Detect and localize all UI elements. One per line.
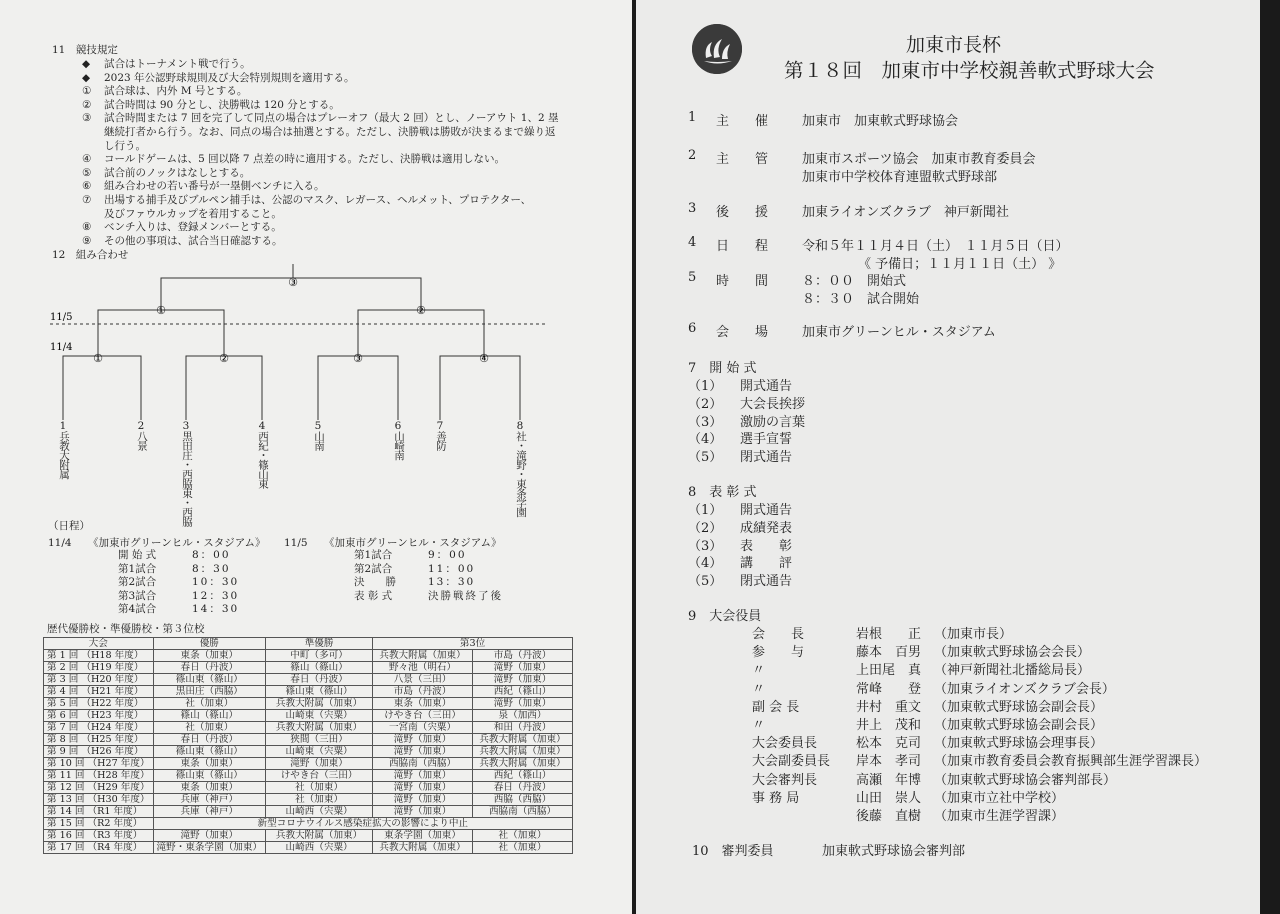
game-number-mark: ② bbox=[416, 304, 426, 317]
rule-mark: ⑥ bbox=[82, 180, 92, 193]
rule-text: ベンチ入りは、登録メンバーとする。 bbox=[104, 221, 282, 234]
rule-mark: ① bbox=[82, 85, 92, 98]
history-winner: 東条（加東） bbox=[153, 758, 266, 770]
rule-text: し行う。 bbox=[104, 139, 146, 152]
history-year: 第 4 回 （H21 年度） bbox=[44, 686, 154, 698]
team-number: 1 bbox=[57, 420, 69, 431]
team-entry bbox=[392, 420, 407, 460]
section-title: 9 大会役員 bbox=[688, 609, 762, 624]
schedule-venue: 《加東市グリーンヒル・スタジアム》 bbox=[88, 537, 266, 549]
history-runnerup: 山崎東（宍粟） bbox=[266, 746, 373, 758]
list-text: 成績発表 bbox=[740, 520, 793, 536]
team-entry bbox=[434, 420, 449, 450]
rule-mark: ⑦ bbox=[82, 194, 92, 206]
item-value: 加東市スポーツ協会 加東市教育委員会 bbox=[802, 152, 1036, 167]
list-text: 選手宣誓 bbox=[740, 432, 793, 448]
section-12-title: 12 組み合わせ bbox=[52, 249, 129, 261]
history-third: 滝野（加東） bbox=[373, 782, 473, 794]
list-text: 開式通告 bbox=[740, 503, 793, 518]
official-name: 高瀬 年博 bbox=[856, 772, 922, 788]
history-runnerup: 春日（丹波） bbox=[266, 674, 373, 686]
history-row bbox=[44, 710, 573, 722]
official-role: 大会委員長 bbox=[752, 736, 818, 752]
history-winner: 東条（加東） bbox=[153, 650, 266, 662]
history-header: 準優勝 bbox=[266, 638, 373, 650]
history-row bbox=[44, 662, 573, 674]
rule-mark: ⑧ bbox=[82, 221, 92, 234]
history-row bbox=[44, 650, 573, 662]
history-runnerup: 篠山（篠山） bbox=[266, 662, 373, 674]
schedule-time: 11：00 bbox=[428, 562, 476, 575]
history-third: 東条学園（加東） bbox=[373, 830, 473, 842]
list-number: （3） bbox=[688, 538, 723, 554]
history-third: 野々池（明石） bbox=[373, 662, 473, 674]
title-cup: 加東市長杯 bbox=[906, 34, 1002, 56]
item-value: 令和５年１１月４日（土） １１月５日（日） bbox=[802, 239, 1069, 254]
official-name: 山田 崇人 bbox=[856, 790, 922, 806]
bracket-line bbox=[440, 356, 520, 420]
section-11-title: 11 競技規定 bbox=[52, 44, 118, 56]
history-third: 西脇（西脇） bbox=[473, 794, 573, 806]
history-third: 兵教大附属（加東） bbox=[473, 746, 573, 758]
history-third: 市島（丹波） bbox=[473, 650, 573, 662]
history-row bbox=[44, 842, 573, 854]
list-text: 講 評 bbox=[740, 556, 793, 572]
history-runnerup: 中町（多可） bbox=[266, 650, 373, 662]
official-org: （神戸新聞社北播総局長） bbox=[934, 663, 1091, 679]
history-third: 一宮南（宍粟） bbox=[373, 722, 473, 734]
item-label: 会 場 bbox=[716, 325, 769, 340]
team-number: 7 bbox=[434, 420, 446, 431]
team-number: 2 bbox=[135, 420, 147, 431]
item-value: 加東ライオンズクラブ 神戸新聞社 bbox=[802, 205, 1009, 220]
official-role: 副 会 長 bbox=[752, 699, 800, 715]
item-number: 4 bbox=[688, 235, 697, 250]
official-org: （加東軟式野球協会理事長） bbox=[934, 736, 1104, 752]
schedule-time: 9：00 bbox=[428, 549, 467, 561]
history-row bbox=[44, 734, 573, 746]
history-third: 市島（丹波） bbox=[373, 686, 473, 698]
team-name: 黒田庄・西脇東・西脇 bbox=[181, 431, 193, 526]
official-name: 後藤 直樹 bbox=[856, 809, 922, 824]
history-year: 第 9 回 （H26 年度） bbox=[44, 746, 154, 758]
tournament-bracket bbox=[0, 260, 632, 440]
team-number: 5 bbox=[312, 420, 324, 431]
rule-text: 試合時間または 7 回を完了して同点の場合はプレーオフ（最大 2 回）とし、ノーアウト 1、2 塁 bbox=[104, 112, 559, 125]
official-role: 参 与 bbox=[752, 645, 805, 661]
schedule-event: 決 勝 bbox=[354, 576, 396, 589]
team-entry bbox=[312, 420, 327, 450]
schedule-time: 8：30 bbox=[192, 562, 231, 575]
rule-mark: ② bbox=[82, 98, 92, 111]
schedule-label: （日程） bbox=[48, 520, 90, 532]
history-winner: 篠山東（篠山） bbox=[153, 674, 266, 686]
item-number: 3 bbox=[688, 201, 697, 216]
official-org: （加東市立社中学校） bbox=[934, 790, 1065, 806]
rule-mark: ⑤ bbox=[82, 166, 92, 179]
history-third: 和田（丹波） bbox=[473, 722, 573, 734]
rule-text: 継続打者から行う。なお、同点の場合は抽選とする。ただし、決勝戦は勝敗が決まるまで繰り返 bbox=[104, 126, 556, 138]
section-title: 7 開 始 式 bbox=[688, 361, 757, 376]
official-org: （加東市教育委員会教育振興部生涯学習課長） bbox=[934, 754, 1208, 770]
list-number: （5） bbox=[688, 574, 723, 590]
history-caption: 歴代優勝校・準優勝校・第３位校 bbox=[47, 623, 205, 635]
history-row bbox=[44, 674, 573, 686]
history-year: 第 16 回 （R3 年度） bbox=[44, 830, 154, 842]
item-value: ８：００ 開始式 bbox=[802, 274, 907, 289]
list-text: 閉式通告 bbox=[740, 450, 793, 466]
history-runnerup: 山崎西（宍粟） bbox=[266, 806, 373, 818]
schedule-date: 11/4 bbox=[48, 537, 72, 549]
history-row bbox=[44, 770, 573, 782]
emblem-icon bbox=[692, 24, 742, 74]
history-row bbox=[44, 806, 573, 818]
team-name: 山崎南 bbox=[393, 431, 405, 460]
official-org: （加東軟式野球協会会長） bbox=[934, 645, 1091, 661]
history-year: 第 17 回 （R4 年度） bbox=[44, 842, 154, 854]
item-label: 後 援 bbox=[716, 205, 769, 220]
list-text: 開式通告 bbox=[740, 379, 793, 394]
history-year: 第 13 回 （H30 年度） bbox=[44, 794, 154, 806]
official-name: 上田尾 真 bbox=[856, 663, 922, 679]
official-org: （加東軟式野球協会審判部長） bbox=[934, 772, 1117, 788]
history-runnerup: 狭間（三田） bbox=[266, 734, 373, 746]
history-third: 滝野（加東） bbox=[473, 698, 573, 710]
history-table bbox=[43, 637, 573, 854]
history-runnerup: 兵教大附属（加東） bbox=[266, 722, 373, 734]
date-label-nov4: 11/4 bbox=[50, 342, 73, 353]
schedule-event: 開 始 式 bbox=[118, 549, 157, 561]
rule-mark: ④ bbox=[82, 153, 92, 166]
title-tournament: 第１８回 加東市中学校親善軟式野球大会 bbox=[784, 59, 1155, 82]
history-runnerup: 兵教大附属（加東） bbox=[266, 830, 373, 842]
rule-text: 2023 年公認野球規則及び大会特別規則を適用する。 bbox=[104, 71, 355, 84]
item-value: 加東市グリーンヒル・スタジアム bbox=[802, 325, 996, 340]
history-runnerup: 滝野（加東） bbox=[266, 758, 373, 770]
history-third: 八景（三田） bbox=[373, 674, 473, 686]
history-third: 泉（加西） bbox=[473, 710, 573, 722]
rule-mark: ③ bbox=[82, 112, 92, 125]
history-third: 滝野（加東） bbox=[473, 674, 573, 686]
rule-mark: ◆ bbox=[82, 71, 91, 84]
list-number: （2） bbox=[688, 396, 723, 412]
history-third: 西脇南（西脇） bbox=[373, 758, 473, 770]
official-org: （加東軟式野球協会副会長） bbox=[934, 718, 1104, 733]
game-number-mark: ③ bbox=[353, 352, 363, 365]
history-third: けやき台（三田） bbox=[373, 710, 473, 722]
history-third: 社（加東） bbox=[473, 842, 573, 854]
list-number: （4） bbox=[688, 556, 723, 572]
team-name: 兵教大附属 bbox=[58, 431, 70, 479]
history-winner: 春日（丹波） bbox=[153, 734, 266, 746]
history-row bbox=[44, 722, 573, 734]
history-winner: 春日（丹波） bbox=[153, 662, 266, 674]
bracket-line bbox=[318, 356, 398, 420]
schedule-time: 14：30 bbox=[192, 603, 240, 616]
game-number-mark: ① bbox=[156, 304, 166, 317]
history-row bbox=[44, 686, 573, 698]
history-year: 第 8 回 （H25 年度） bbox=[44, 734, 154, 746]
schedule-time: 13：30 bbox=[428, 576, 476, 589]
history-runnerup: 社（加東） bbox=[266, 794, 373, 806]
game-number-mark: ② bbox=[219, 352, 229, 365]
team-name: 社・滝野・東条学園 bbox=[515, 431, 527, 517]
history-cancelled: 新型コロナウイルス感染症拡大の影響により中止 bbox=[153, 818, 572, 830]
rule-text: 試合はトーナメント戦で行う。 bbox=[104, 58, 251, 70]
history-third: 兵教大附属（加東） bbox=[473, 758, 573, 770]
official-role: 〃 bbox=[752, 663, 766, 679]
history-year: 第 14 回 （R1 年度） bbox=[44, 806, 154, 818]
item-number: 1 bbox=[688, 110, 697, 125]
official-role: 事 務 局 bbox=[752, 790, 800, 806]
list-number: （5） bbox=[688, 450, 723, 466]
rule-text: 試合時間は 90 分とし、決勝戦は 120 分とする。 bbox=[104, 98, 340, 111]
schedule-time: 8：00 bbox=[192, 549, 231, 561]
history-third: 兵教大附属（加東） bbox=[373, 842, 473, 854]
team-name: 八景 bbox=[136, 431, 148, 450]
team-entry bbox=[514, 420, 529, 517]
schedule-event: 第2試合 bbox=[354, 562, 393, 575]
history-winner: 篠山（篠山） bbox=[153, 710, 266, 722]
team-entry bbox=[256, 420, 271, 488]
schedule-event: 表 彰 式 bbox=[354, 589, 393, 602]
history-row bbox=[44, 830, 573, 842]
rule-text: 試合前のノックはなしとする。 bbox=[104, 166, 251, 179]
item-label: 主 管 bbox=[716, 152, 769, 167]
history-year: 第 15 回 （R2 年度） bbox=[44, 818, 154, 830]
history-winner: 東条（加東） bbox=[153, 782, 266, 794]
history-third: 西紀（篠山） bbox=[473, 686, 573, 698]
item-value: ８：３０ 試合開始 bbox=[802, 292, 920, 307]
history-third: 東条（加東） bbox=[373, 698, 473, 710]
official-org: （加東軟式野球協会副会長） bbox=[934, 699, 1104, 715]
schedule-time: 12：30 bbox=[192, 589, 240, 602]
official-name: 井村 重文 bbox=[856, 699, 922, 715]
section-10-title: 10 審判委員 bbox=[692, 844, 774, 859]
bracket-line bbox=[63, 356, 141, 420]
team-number: 3 bbox=[180, 420, 192, 431]
history-winner: 社（加東） bbox=[153, 722, 266, 734]
history-row bbox=[44, 782, 573, 794]
official-name: 井上 茂和 bbox=[856, 718, 922, 733]
item-value: 《 予備日；１１月１１日（土） 》 bbox=[858, 257, 1062, 272]
list-text: 表 彰 bbox=[740, 538, 793, 554]
date-label-nov5: 11/5 bbox=[50, 312, 73, 323]
team-number: 4 bbox=[256, 420, 268, 431]
official-role: 〃 bbox=[752, 718, 766, 733]
team-number: 6 bbox=[392, 420, 404, 431]
history-winner: 黒田庄（西脇） bbox=[153, 686, 266, 698]
rule-mark: ⑨ bbox=[82, 234, 92, 247]
official-org: （加東ライオンズクラブ会長） bbox=[934, 681, 1115, 697]
history-third: 西紀（篠山） bbox=[473, 770, 573, 782]
schedule-date: 11/5 bbox=[284, 537, 308, 549]
rule-text: その他の事項は、試合当日確認する。 bbox=[104, 234, 283, 247]
schedule-time: 決勝戦終了後 bbox=[428, 589, 503, 602]
official-name: 藤本 百男 bbox=[856, 645, 922, 661]
item-value: 加東市 加東軟式野球協会 bbox=[802, 114, 959, 129]
history-year: 第 11 回 （H28 年度） bbox=[44, 770, 154, 782]
history-third: 滝野（加東） bbox=[373, 806, 473, 818]
list-number: （4） bbox=[688, 432, 723, 448]
official-org: （加東市長） bbox=[934, 627, 1013, 642]
rule-text: 出場する捕手及びブルペン捕手は、公認のマスク、レガース、ヘルメット、プロテクター、 bbox=[104, 194, 532, 206]
history-runnerup: 社（加東） bbox=[266, 782, 373, 794]
item-number: 2 bbox=[688, 148, 697, 163]
schedule-time: 10：30 bbox=[192, 576, 240, 589]
history-winner: 社（加東） bbox=[153, 698, 266, 710]
list-number: （3） bbox=[688, 414, 723, 430]
official-name: 岩根 正 bbox=[856, 627, 922, 642]
schedule-event: 第1試合 bbox=[118, 562, 157, 575]
history-third: 兵教大附属（加東） bbox=[373, 650, 473, 662]
official-role: 大会審判長 bbox=[752, 772, 818, 788]
team-entry bbox=[180, 420, 195, 526]
right-page bbox=[636, 0, 1260, 914]
history-year: 第 12 回 （H29 年度） bbox=[44, 782, 154, 794]
left-page bbox=[0, 0, 632, 914]
game-number-mark: ④ bbox=[479, 352, 489, 365]
official-role: 〃 bbox=[752, 681, 766, 697]
schedule-event: 第1試合 bbox=[354, 549, 393, 561]
history-winner: 篠山東（篠山） bbox=[153, 746, 266, 758]
history-year: 第 2 回 （H19 年度） bbox=[44, 662, 154, 674]
history-row bbox=[44, 758, 573, 770]
item-label: 主 催 bbox=[716, 114, 769, 129]
item-number: 6 bbox=[688, 321, 697, 336]
history-year: 第 3 回 （H20 年度） bbox=[44, 674, 154, 686]
history-runnerup: 篠山東（篠山） bbox=[266, 686, 373, 698]
item-value: 加東市中学校体育連盟軟式野球部 bbox=[802, 170, 998, 185]
list-number: （1） bbox=[688, 379, 723, 394]
schedule-event: 第4試合 bbox=[118, 603, 157, 616]
history-year: 第 1 回 （H18 年度） bbox=[44, 650, 154, 662]
history-third: 社（加東） bbox=[473, 830, 573, 842]
list-text: 激励の言葉 bbox=[740, 414, 806, 430]
list-number: （1） bbox=[688, 503, 723, 518]
official-role: 会 長 bbox=[752, 627, 805, 642]
official-name: 松本 克司 bbox=[856, 736, 922, 752]
history-winner: 滝野（加東） bbox=[153, 830, 266, 842]
list-text: 大会長挨拶 bbox=[740, 396, 806, 412]
rule-text: 試合球は、内外 M 号とする。 bbox=[104, 85, 248, 98]
history-runnerup: 山崎西（宍粟） bbox=[266, 842, 373, 854]
history-header: 優勝 bbox=[153, 638, 266, 650]
history-third: 滝野（加東） bbox=[373, 770, 473, 782]
history-runnerup: けやき台（三田） bbox=[266, 770, 373, 782]
history-year: 第 5 回 （H22 年度） bbox=[44, 698, 154, 710]
game-number-mark: ① bbox=[93, 352, 103, 365]
item-label: 日 程 bbox=[716, 239, 769, 254]
team-entry bbox=[135, 420, 150, 450]
history-third: 兵教大附属（加東） bbox=[473, 734, 573, 746]
schedule-event: 第2試合 bbox=[118, 576, 157, 589]
list-text: 閉式通告 bbox=[740, 574, 793, 590]
history-year: 第 7 回 （H24 年度） bbox=[44, 722, 154, 734]
history-third: 滝野（加東） bbox=[373, 746, 473, 758]
item-number: 5 bbox=[688, 270, 697, 285]
schedule-venue: 《加東市グリーンヒル・スタジアム》 bbox=[324, 537, 502, 549]
history-year: 第 10 回 （H27 年度） bbox=[44, 758, 154, 770]
bracket-line bbox=[186, 356, 262, 420]
history-runnerup: 兵教大附属（加東） bbox=[266, 698, 373, 710]
history-winner: 篠山東（篠山） bbox=[153, 770, 266, 782]
history-third: 春日（丹波） bbox=[473, 782, 573, 794]
list-number: （2） bbox=[688, 520, 723, 536]
history-row bbox=[44, 818, 573, 830]
schedule-event: 第3試合 bbox=[118, 589, 157, 602]
history-third: 西脇南（西脇） bbox=[473, 806, 573, 818]
rule-text: コールドゲームは、5 回以降 7 点差の時に適用する。ただし、決勝戦は適用しない。 bbox=[104, 153, 505, 166]
history-third: 滝野（加東） bbox=[373, 794, 473, 806]
history-winner: 滝野・東条学園（加東） bbox=[153, 842, 266, 854]
official-name: 岸本 孝司 bbox=[856, 754, 922, 770]
history-row bbox=[44, 746, 573, 758]
section-10-text: 加東軟式野球協会審判部 bbox=[822, 844, 966, 859]
team-name: 善防 bbox=[435, 431, 447, 450]
rule-mark: ◆ bbox=[82, 58, 91, 70]
history-year: 第 6 回 （H23 年度） bbox=[44, 710, 154, 722]
team-entry bbox=[57, 420, 72, 479]
history-header: 大会 bbox=[44, 638, 154, 650]
rule-text: 組み合わせの若い番号が一塁側ベンチに入る。 bbox=[104, 180, 325, 193]
history-row bbox=[44, 794, 573, 806]
history-runnerup: 山崎東（宍粟） bbox=[266, 710, 373, 722]
team-number: 8 bbox=[514, 420, 526, 431]
item-label: 時 間 bbox=[716, 274, 769, 289]
official-role: 大会副委員長 bbox=[752, 754, 831, 770]
section-title: 8 表 彰 式 bbox=[688, 485, 757, 500]
team-name: 山南 bbox=[313, 431, 325, 450]
game-number-mark: ③ bbox=[288, 276, 298, 289]
official-name: 常峰 登 bbox=[856, 681, 922, 697]
official-org: （加東市生涯学習課） bbox=[934, 809, 1065, 824]
history-row bbox=[44, 698, 573, 710]
history-winner: 兵庫（神戸） bbox=[153, 794, 266, 806]
team-name: 西紀・篠山東 bbox=[257, 431, 269, 488]
history-third: 滝野（加東） bbox=[473, 662, 573, 674]
history-winner: 兵庫（神戸） bbox=[153, 806, 266, 818]
rule-text: 及びファウルカップを着用すること。 bbox=[104, 207, 282, 220]
history-header: 第3位 bbox=[373, 638, 573, 650]
history-third: 滝野（加東） bbox=[373, 734, 473, 746]
